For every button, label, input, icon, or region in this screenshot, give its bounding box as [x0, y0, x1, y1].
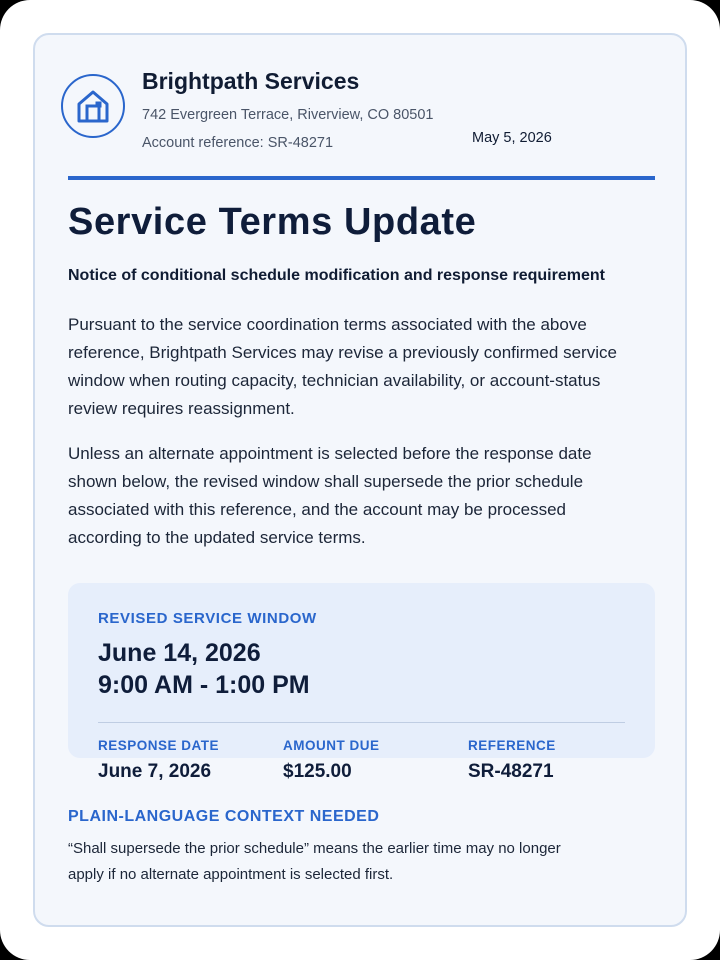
- amount-due-value: $125.00: [283, 761, 352, 782]
- response-date-value: June 7, 2026: [98, 761, 212, 782]
- company-logo: [61, 74, 125, 138]
- document-title: Service Terms Update: [68, 201, 477, 243]
- service-window-time: 9:00 AM - 1:00 PM: [98, 671, 310, 699]
- body-paragraph: Pursuant to the service coordination terms associated with the above reference, Brightpath Services may revise a previously confirmed service window when routing capacity, technician availability, or account-status review requires reassignment.: [68, 315, 617, 418]
- context-body: “Shall supersede the prior schedule” means the earlier time may no longer apply if no alternate appointment is selected first.: [68, 840, 561, 883]
- notice-card: [33, 33, 687, 927]
- company-address: 742 Evergreen Terrace, Riverview, CO 80501: [142, 107, 434, 123]
- letter-date: May 5, 2026: [472, 130, 552, 146]
- reference-label: REFERENCE: [468, 738, 556, 753]
- context-heading: PLAIN-LANGUAGE CONTEXT NEEDED: [68, 808, 380, 825]
- account-reference: Account reference: SR-48271: [142, 135, 334, 151]
- response-date-label: RESPONSE DATE: [98, 738, 220, 753]
- reference-value: SR-48271: [468, 761, 554, 782]
- document-subtitle: Notice of conditional schedule modification and response requirement: [68, 267, 605, 284]
- panel-divider: [98, 722, 625, 723]
- house-icon: [73, 86, 113, 126]
- service-window-label: REVISED SERVICE WINDOW: [98, 610, 317, 627]
- header-divider: [68, 176, 655, 180]
- body-paragraph: Unless an alternate appointment is selected before the response date shown below, the revised window shall supersede the prior schedule associated with this reference, and the account may be processed according to the updated service terms.: [68, 444, 592, 547]
- amount-due-label: AMOUNT DUE: [283, 738, 380, 753]
- company-name: Brightpath Services: [142, 68, 360, 94]
- service-window-date: June 14, 2026: [98, 639, 261, 667]
